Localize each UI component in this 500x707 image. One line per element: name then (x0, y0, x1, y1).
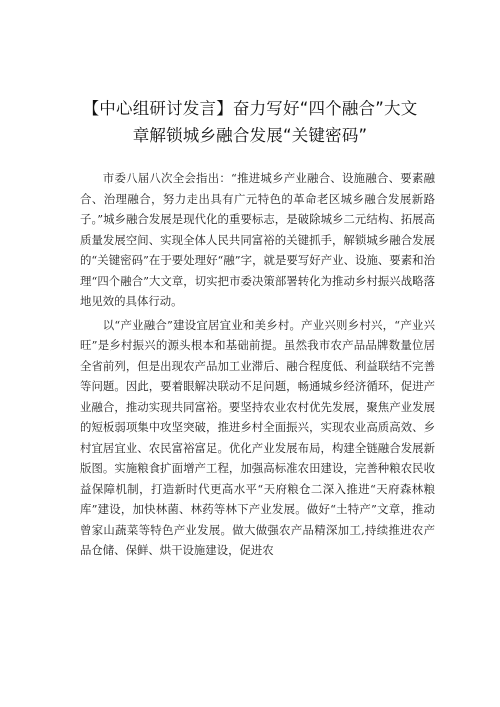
paragraph-2: 以“产业融合”建设宜居宜业和美乡村。产业兴则乡村兴，“产业兴旺”是乡村振兴的源头根本和基础前提。虽然我市农产品品牌数量位居全省前列，但是出现农产品加工业滞后、融合程度低、利益联结不完善等问题。因此，要着眼解决联动不足问题，畅通城乡经济循环，促进产业融合，推动实现共同富裕。要坚持农业农村优先发展，聚焦产业发展的短板弱项集中攻坚突破，推进乡村全面振兴，实现农业高质高效、乡村宜居宜业、农民富裕富足。优化产业发展布局，构建全链融合发展新版图。实施粮食扩面增产工程，加强高标准农田建设，完善种粮农民收益保障机制，打造新时代更高水平“天府粮仓二深入推进“天府森林粮库”建设，加快林菌、林药等林下产业发展。做好“土特产”文章，推动曾家山蔬菜等特色产业发展。做大做强农产品精深加工,持续推进农产品仓储、保鲜、烘干设施建设，促进农 (80, 317, 435, 557)
title-line-2: 章解锁城乡融合发展“关键密码” (132, 126, 368, 145)
document-title (40, 95, 460, 149)
title-line-1: 【中心组研讨发言】奋力写好“四个融合”大文 (82, 99, 418, 118)
paragraph-1: 市委八届八次全会指出：“推进城乡产业融合、设施融合、要素融合、治理融合，努力走出具有广元特色的革命老区城乡融合发展新路子。”城乡融合发展是现代化的重要标志，是破除城乡二元结构、拓展高质量发展空间、实现全体人民共同富裕的关键抓手，解锁城乡融合发展的“关键密码”在于要处理好“融”字，就是要写好产业、设施、要素和治理“四个融合”大文章，切实把市委决策部署转化为推动乡村振兴战略落地见效的具体行动。 (80, 171, 435, 308)
document-body (80, 168, 435, 564)
